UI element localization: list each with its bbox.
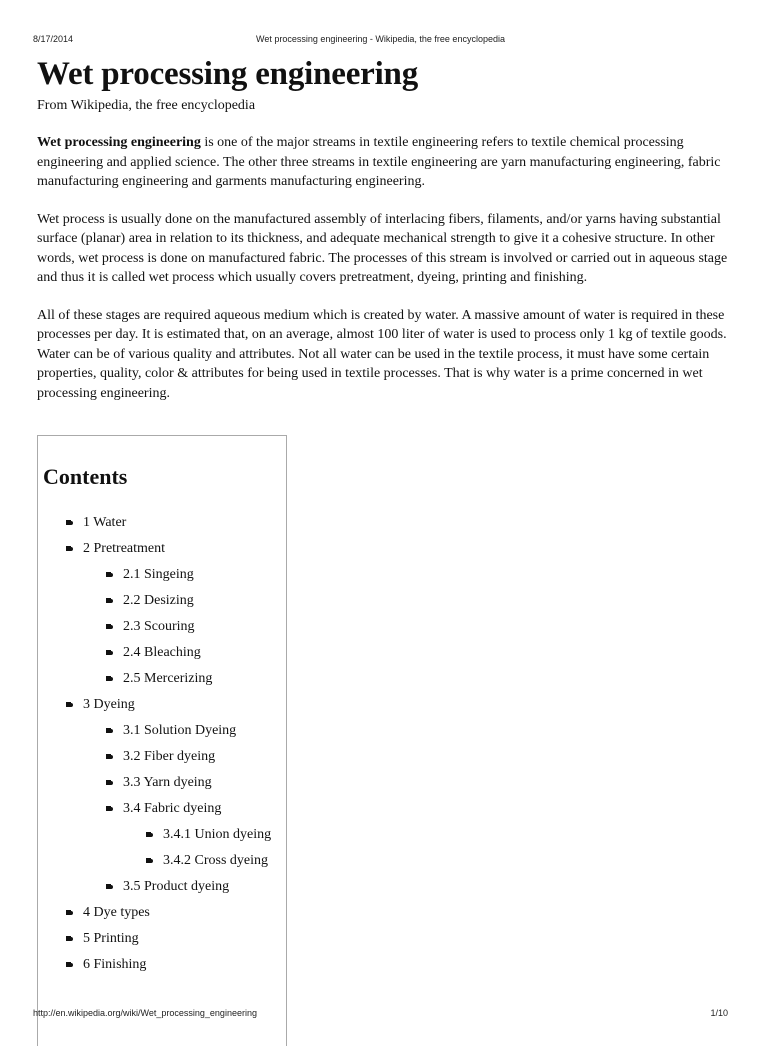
bullet-icon [66, 702, 71, 707]
toc-item-label: 2.2 Desizing [123, 593, 194, 608]
toc-item-label: 3.4.2 Cross dyeing [163, 853, 268, 868]
toc-item-pretreatment[interactable] [83, 540, 165, 558]
toc-item-label: 1 Water [83, 515, 127, 530]
toc-item-label: 4 Dye types [83, 905, 150, 920]
bullet-icon [106, 728, 111, 733]
intro-paragraph-3: All of these stages are required aqueous medium which is created by water. A massive amount of water is required in these processes per day. It is estimated that, on an average, almost 100 liter of water is used to process only 1 kg of textile goods. Water can be of various quality and attributes. Not all water can be used in the textile process, it must have some certain properties, quality, color & attributes for being used in textile processes. That is why water is a prime concerned in wet processing engineering. [37, 307, 727, 401]
bullet-icon [106, 676, 111, 681]
toc-item-fiber-dyeing[interactable] [123, 748, 215, 766]
toc-item-mercerizing[interactable] [123, 670, 212, 688]
bullet-icon [106, 884, 111, 889]
print-url: http://en.wikipedia.org/wiki/Wet_processing_engineering [33, 1008, 257, 1018]
toc-item-dyeing[interactable] [83, 696, 135, 714]
article-content [37, 54, 737, 403]
toc-item-label: 2.4 Bleaching [123, 645, 201, 660]
bullet-icon [106, 572, 111, 577]
page-number: 1/10 [710, 1008, 728, 1018]
toc-item-desizing[interactable] [123, 592, 194, 610]
toc-item-finishing[interactable] [83, 956, 146, 974]
print-footer [33, 1008, 728, 1022]
bullet-icon [66, 910, 71, 915]
toc-item-label: 3.1 Solution Dyeing [123, 723, 237, 738]
print-date: 8/17/2014 [33, 34, 74, 44]
toc-item-label: 2.5 Mercerizing [123, 671, 213, 686]
toc-item-solution-dyeing[interactable] [123, 722, 236, 740]
toc-item-label: 3.2 Fiber dyeing [123, 749, 216, 764]
bullet-icon [106, 754, 111, 759]
bullet-icon [66, 936, 71, 941]
bullet-icon [106, 598, 111, 603]
print-doc-title: Wet processing engineering - Wikipedia, the free encyclopedia [256, 34, 505, 44]
page-subtitle: From Wikipedia, the free encyclopedia [37, 98, 256, 113]
intro-paragraph-2: Wet process is usually done on the manufactured assembly of interlacing fibers, filaments, and/or yarns having substantial surface (planar) area in relation to its thickness, and adequate mechanical strength to give it a cohesive structure. In other words, wet process is done on manufactured fabric. The processes of this stream is involved or carried out in aqueous stage and thus it is called wet process which usually covers pretreatment, dyeing, printing and finishing. [37, 211, 728, 285]
bullet-icon [106, 780, 111, 785]
toc-item-label: 2.1 Singeing [123, 567, 194, 582]
intro-bold-term: Wet processing engineering [37, 135, 201, 150]
toc-item-yarn-dyeing[interactable] [123, 774, 212, 792]
bullet-icon [66, 962, 71, 967]
intro-paragraph-1-text: is one of the major streams in textile engineering refers to textile chemical processing engineering and applied science. The other three streams in textile engineering are yarn manufacturing engineering, fabric manufacturing engineering and garments manufacturing engineering. [37, 135, 721, 189]
bullet-icon [146, 858, 151, 863]
toc-item-dye-types[interactable] [83, 904, 150, 922]
bullet-icon [66, 520, 71, 525]
toc-item-label: 3.4 Fabric dyeing [123, 801, 222, 816]
toc-heading: Contents [43, 464, 128, 489]
table-of-contents [37, 435, 287, 1046]
toc-item-label: 6 Finishing [83, 957, 147, 972]
toc-item-scouring[interactable] [123, 618, 195, 636]
toc-item-cross-dyeing[interactable] [163, 852, 268, 870]
toc-item-product-dyeing[interactable] [123, 878, 229, 896]
toc-item-water[interactable] [83, 514, 126, 532]
bullet-icon [66, 546, 71, 551]
toc-item-printing[interactable] [83, 930, 139, 948]
bullet-icon [146, 832, 151, 837]
toc-item-label: 5 Printing [83, 931, 139, 946]
toc-item-label: 2 Pretreatment [83, 541, 166, 556]
toc-item-label: 2.3 Scouring [123, 619, 195, 634]
toc-item-bleaching[interactable] [123, 644, 201, 662]
intro-paragraph-1 [37, 133, 737, 192]
toc-item-singeing[interactable] [123, 566, 194, 584]
bullet-icon [106, 624, 111, 629]
bullet-icon [106, 650, 111, 655]
toc-item-label: 3 Dyeing [83, 697, 135, 712]
toc-item-label: 3.5 Product dyeing [123, 879, 230, 894]
toc-item-label: 3.3 Yarn dyeing [123, 775, 212, 790]
toc-item-label: 3.4.1 Union dyeing [163, 827, 272, 842]
toc-item-union-dyeing[interactable] [163, 826, 271, 844]
print-header [33, 34, 728, 48]
toc-item-fabric-dyeing[interactable] [123, 800, 221, 818]
bullet-icon [106, 806, 111, 811]
page-title: Wet processing engineering [37, 56, 419, 92]
